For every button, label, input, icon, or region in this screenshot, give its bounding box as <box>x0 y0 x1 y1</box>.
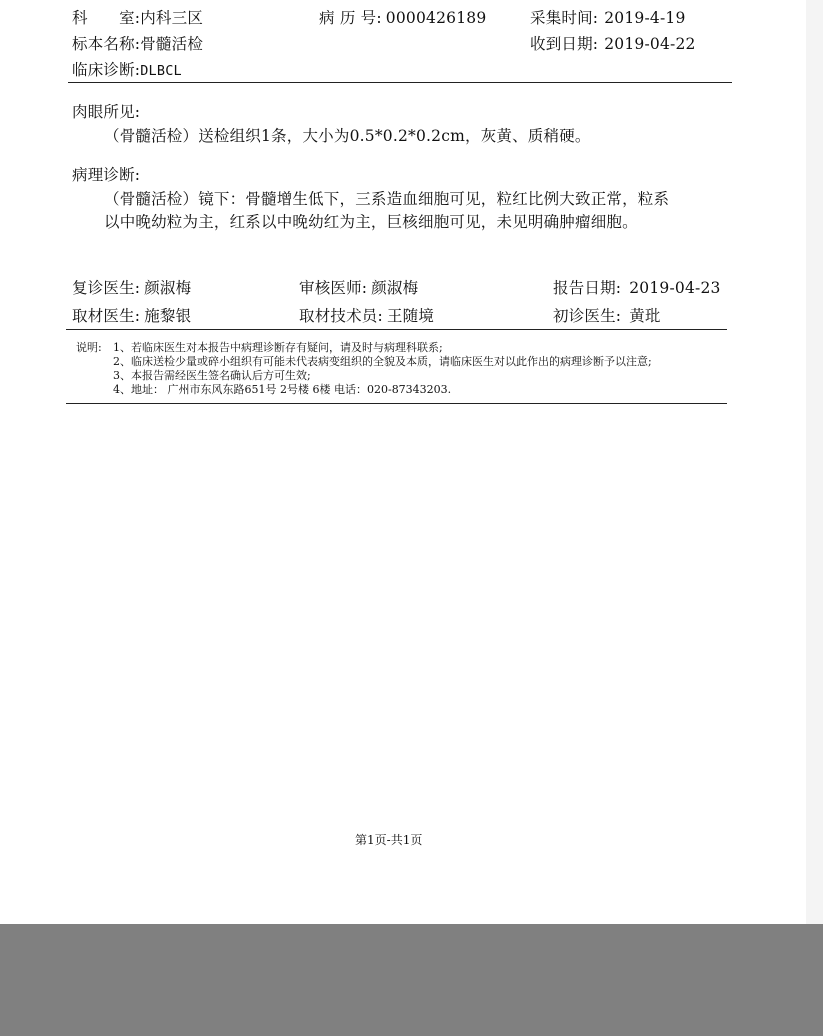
clinical-dx-field <box>72 58 182 80</box>
note-item-2: 2、临床送检少量或碎小组织有可能未代表病变组织的全貌及本质，请临床医生对以此作出的病理诊断予以注意; <box>113 355 652 368</box>
review-doctor-field <box>72 276 191 298</box>
note-item-3: 3、本报告需经医生签名确认后方可生效; <box>113 369 311 382</box>
specimen-value: 骨髓活检 <box>140 35 204 53</box>
record-no-value: 0000426189 <box>385 9 487 27</box>
specimen-label: 标本名称: <box>72 35 141 53</box>
report-date-value: 2019-04-23 <box>629 279 721 297</box>
first-doctor-field <box>553 304 661 326</box>
receive-date-value: 2019-04-22 <box>604 35 696 53</box>
audit-doctor-label: 审核医师: <box>299 279 368 297</box>
report-date-field <box>553 276 721 298</box>
receive-date-field <box>530 32 696 54</box>
sampling-tech-value: 王随境 <box>386 307 435 325</box>
sampling-tech-label: 取材技术员: <box>299 307 383 325</box>
gross-text: （骨髓活检）送检组织1条，大小为0.5*0.2*0.2cm，灰黄、质稍硬。 <box>104 127 591 145</box>
sampling-doctor-value: 施黎银 <box>144 307 192 325</box>
notes-divider <box>66 403 727 404</box>
first-doctor-value: 黄玭 <box>629 307 661 325</box>
dept-label: 科 室: <box>72 9 141 27</box>
note-item-4: 4、地址： 广州市东风东路651号 2号楼 6楼 电话：020-87343203. <box>113 383 452 396</box>
collect-time-value: 2019-4-19 <box>604 9 686 27</box>
record-no-field <box>319 6 486 28</box>
review-doctor-value: 颜淑梅 <box>144 279 192 297</box>
dept-value: 内科三区 <box>140 9 204 27</box>
notes-prefix: 说明: <box>76 341 102 354</box>
sampling-doctor-field <box>72 304 191 326</box>
receive-date-label: 收到日期: <box>530 35 599 53</box>
signature-divider <box>66 329 727 330</box>
specimen-field <box>72 32 203 54</box>
audit-doctor-value: 颜淑梅 <box>371 279 419 297</box>
audit-doctor-field <box>299 276 418 298</box>
note-item-1: 1、若临床医生对本报告中病理诊断存有疑问，请及时与病理科联系; <box>113 341 443 354</box>
pathology-line-1: （骨髓活检）镜下：骨髓增生低下，三系造血细胞可见，粒红比例大致正常，粒系 <box>104 190 670 208</box>
header-divider <box>68 82 732 83</box>
report-date-label: 报告日期: <box>553 279 622 297</box>
review-doctor-label: 复诊医生: <box>72 279 141 297</box>
pathology-line-2: 以中晚幼粒为主，红系以中晚幼红为主，巨核细胞可见，未见明确肿瘤细胞。 <box>104 213 638 231</box>
sampling-doctor-label: 取材医生: <box>72 307 141 325</box>
first-doctor-label: 初诊医生: <box>553 307 622 325</box>
clinical-dx-label: 临床诊断: <box>72 61 141 79</box>
collect-time-label: 采集时间: <box>530 9 599 27</box>
sampling-tech-field <box>299 304 434 326</box>
dept-field <box>72 6 203 28</box>
gross-heading: 肉眼所见: <box>72 103 141 121</box>
viewer-background <box>0 924 823 1036</box>
pathology-heading: 病理诊断: <box>72 166 141 184</box>
collect-time-field <box>530 6 686 28</box>
page-number: 第1页-共1页 <box>355 833 423 847</box>
clinical-dx-value: DLBCL <box>140 63 182 79</box>
record-no-label: 病 历 号: <box>319 9 382 27</box>
page-right-edge <box>806 0 823 924</box>
